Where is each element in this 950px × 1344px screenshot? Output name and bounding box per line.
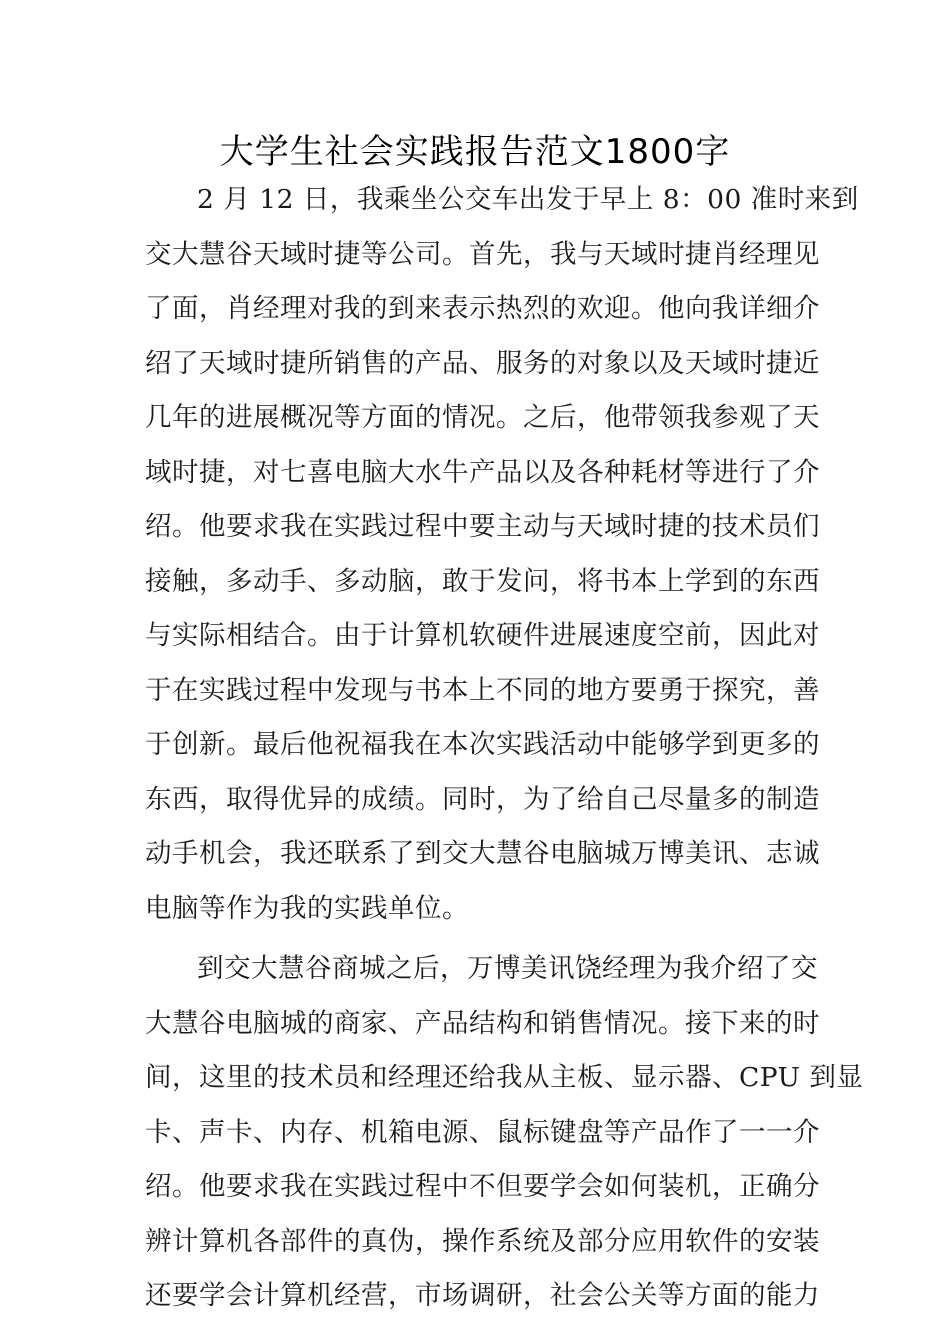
paragraph-line: 绍了天域时捷所销售的产品、服务的对象以及天域时捷近 — [145, 348, 820, 379]
paragraph-line: 接触，多动手、多动脑，敢于发问，将书本上学到的东西 — [145, 566, 820, 597]
paragraph-line: 动手机会，我还联系了到交大慧谷电脑城万博美讯、志诚 — [145, 838, 820, 869]
paragraph-line: 大慧谷电脑城的商家、产品结构和销售情况。接下来的时 — [145, 1008, 820, 1039]
paragraph-line: 卡、声卡、内存、机箱电源、鼠标键盘等产品作了一一介 — [145, 1117, 820, 1148]
paragraph-line: 间，这里的技术员和经理还给我从主板、显示器、CPU 到显 — [145, 1062, 864, 1093]
paragraph-line: 于在实践过程中发现与书本上不同的地方要勇于探究，善 — [145, 675, 820, 706]
paragraph-line: 电脑等作为我的实践单位。 — [145, 893, 469, 924]
paragraph-line: 域时捷，对七喜电脑大水牛产品以及各种耗材等进行了介 — [145, 457, 820, 488]
paragraph-first-line: 到交大慧谷商城之后，万博美讯饶经理为我介绍了交 — [197, 953, 818, 984]
paragraph-line: 几年的进展概况等方面的情况。之后，他带领我参观了天 — [145, 402, 820, 433]
paragraph-line: 与实际相结合。由于计算机软硬件进展速度空前，因此对 — [145, 620, 820, 651]
paragraph-line: 于创新。最后他祝福我在本次实践活动中能够学到更多的 — [145, 729, 820, 760]
paragraph-line: 东西，取得优异的成绩。同时，为了给自己尽量多的制造 — [145, 784, 820, 815]
paragraph-line: 绍。他要求我在实践过程中不但要学会如何装机，正确分 — [145, 1171, 820, 1202]
paragraph-line: 绍。他要求我在实践过程中要主动与天域时捷的技术员们 — [145, 511, 820, 542]
paragraph-first-line: 2 月 12 日，我乘坐公交车出发于早上 8：00 准时来到 — [197, 184, 859, 215]
document-title: 大学生社会实践报告范文1800字 — [219, 132, 731, 172]
paragraph-line: 交大慧谷天域时捷等公司。首先，我与天域时捷肖经理见 — [145, 239, 820, 270]
paragraph-line: 了面，肖经理对我的到来表示热烈的欢迎。他向我详细介 — [145, 293, 820, 324]
paragraph-line: 辨计算机各部件的真伪，操作系统及部分应用软件的安装 — [145, 1226, 820, 1257]
paragraph-line: 还要学会计算机经营，市场调研，社会公关等方面的能力 — [145, 1280, 820, 1311]
